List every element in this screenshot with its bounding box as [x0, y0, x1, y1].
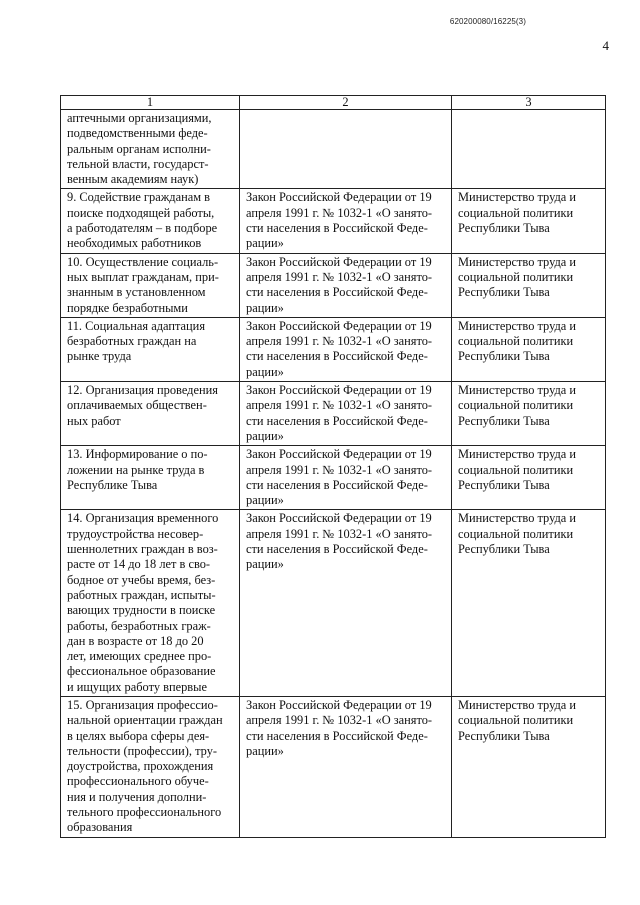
authority-cell: Министерство труда и социальной политики Республики Тыва: [452, 253, 606, 317]
table-row: [61, 696, 606, 837]
service-cell: 13. Информирование о по- ложении на рынке труда в Республике Тыва: [61, 446, 240, 510]
service-cell: 10. Осуществление социаль- ных выплат гражданам, при- знанным в установленном порядке безработными: [61, 253, 240, 317]
law-cell: Закон Российской Федерации от 19 апреля 1991 г. № 1032-1 «О занято- сти населения в Российской Феде- рации»: [240, 510, 452, 697]
table-row: [61, 382, 606, 446]
page-number: 4: [602, 38, 609, 53]
authority-cell: Министерство труда и социальной политики Республики Тыва: [452, 189, 606, 253]
authority-cell: Министерство труда и социальной политики Республики Тыва: [452, 446, 606, 510]
table-row: [61, 317, 606, 381]
table-row: [61, 110, 606, 189]
law-cell: Закон Российской Федерации от 19 апреля 1991 г. № 1032-1 «О занято- сти населения в Российской Феде- рации»: [240, 317, 452, 381]
services-table: [60, 95, 606, 838]
law-cell: Закон Российской Федерации от 19 апреля 1991 г. № 1032-1 «О занято- сти населения в Российской Феде- рации»: [240, 446, 452, 510]
service-cell: 12. Организация проведения оплачиваемых обществен- ных работ: [61, 382, 240, 446]
law-cell: Закон Российской Федерации от 19 апреля 1991 г. № 1032-1 «О занято- сти населения в Российской Феде- рации»: [240, 253, 452, 317]
service-cell: 11. Социальная адаптация безработных граждан на рынке труда: [61, 317, 240, 381]
service-cell: аптечными организациями, подведомственными феде- ральным органам исполни- тельной власти, государст- венным академиям наук): [61, 110, 240, 189]
service-cell: 15. Организация профессио- нальной ориентации граждан в целях выбора сферы дея- тельности (профессии), тру- доустройства, прохождения профессионального обуче- ния и получения дополни- тельного профессионального образования: [61, 696, 240, 837]
law-cell: Закон Российской Федерации от 19 апреля 1991 г. № 1032-1 «О занято- сти населения в Российской Феде- рации»: [240, 696, 452, 837]
column-header-1: 1: [61, 96, 240, 110]
column-header-2: 2: [240, 96, 452, 110]
document-code: 620200080/16225(3): [449, 17, 526, 26]
law-cell: Закон Российской Федерации от 19 апреля 1991 г. № 1032-1 «О занято- сти населения в Российской Феде- рации»: [240, 189, 452, 253]
service-cell: 14. Организация временного трудоустройства несовер- шеннолетних граждан в воз- расте от 14 до 18 лет в сво- бодное от учебы время, без- работных граждан, испыты- вающих трудности в поиске работы, безработных граж- дан в возрасте от 18 до 20 лет, имеющих среднее про- фессиональное образование и ищущих работу впервые: [61, 510, 240, 697]
table-row: [61, 189, 606, 253]
table-row: [61, 253, 606, 317]
law-cell: Закон Российской Федерации от 19 апреля 1991 г. № 1032-1 «О занято- сти населения в Российской Феде- рации»: [240, 382, 452, 446]
service-cell: 9. Содействие гражданам в поиске подходящей работы, а работодателям – в подборе необходимых работников: [61, 189, 240, 253]
table-row: [61, 510, 606, 697]
authority-cell: Министерство труда и социальной политики Республики Тыва: [452, 510, 606, 697]
authority-cell: Министерство труда и социальной политики Республики Тыва: [452, 696, 606, 837]
authority-cell: [452, 110, 606, 189]
column-header-3: 3: [452, 96, 606, 110]
authority-cell: Министерство труда и социальной политики Республики Тыва: [452, 382, 606, 446]
law-cell: [240, 110, 452, 189]
authority-cell: Министерство труда и социальной политики Республики Тыва: [452, 317, 606, 381]
table-row: [61, 446, 606, 510]
table-header-row: [61, 96, 606, 110]
